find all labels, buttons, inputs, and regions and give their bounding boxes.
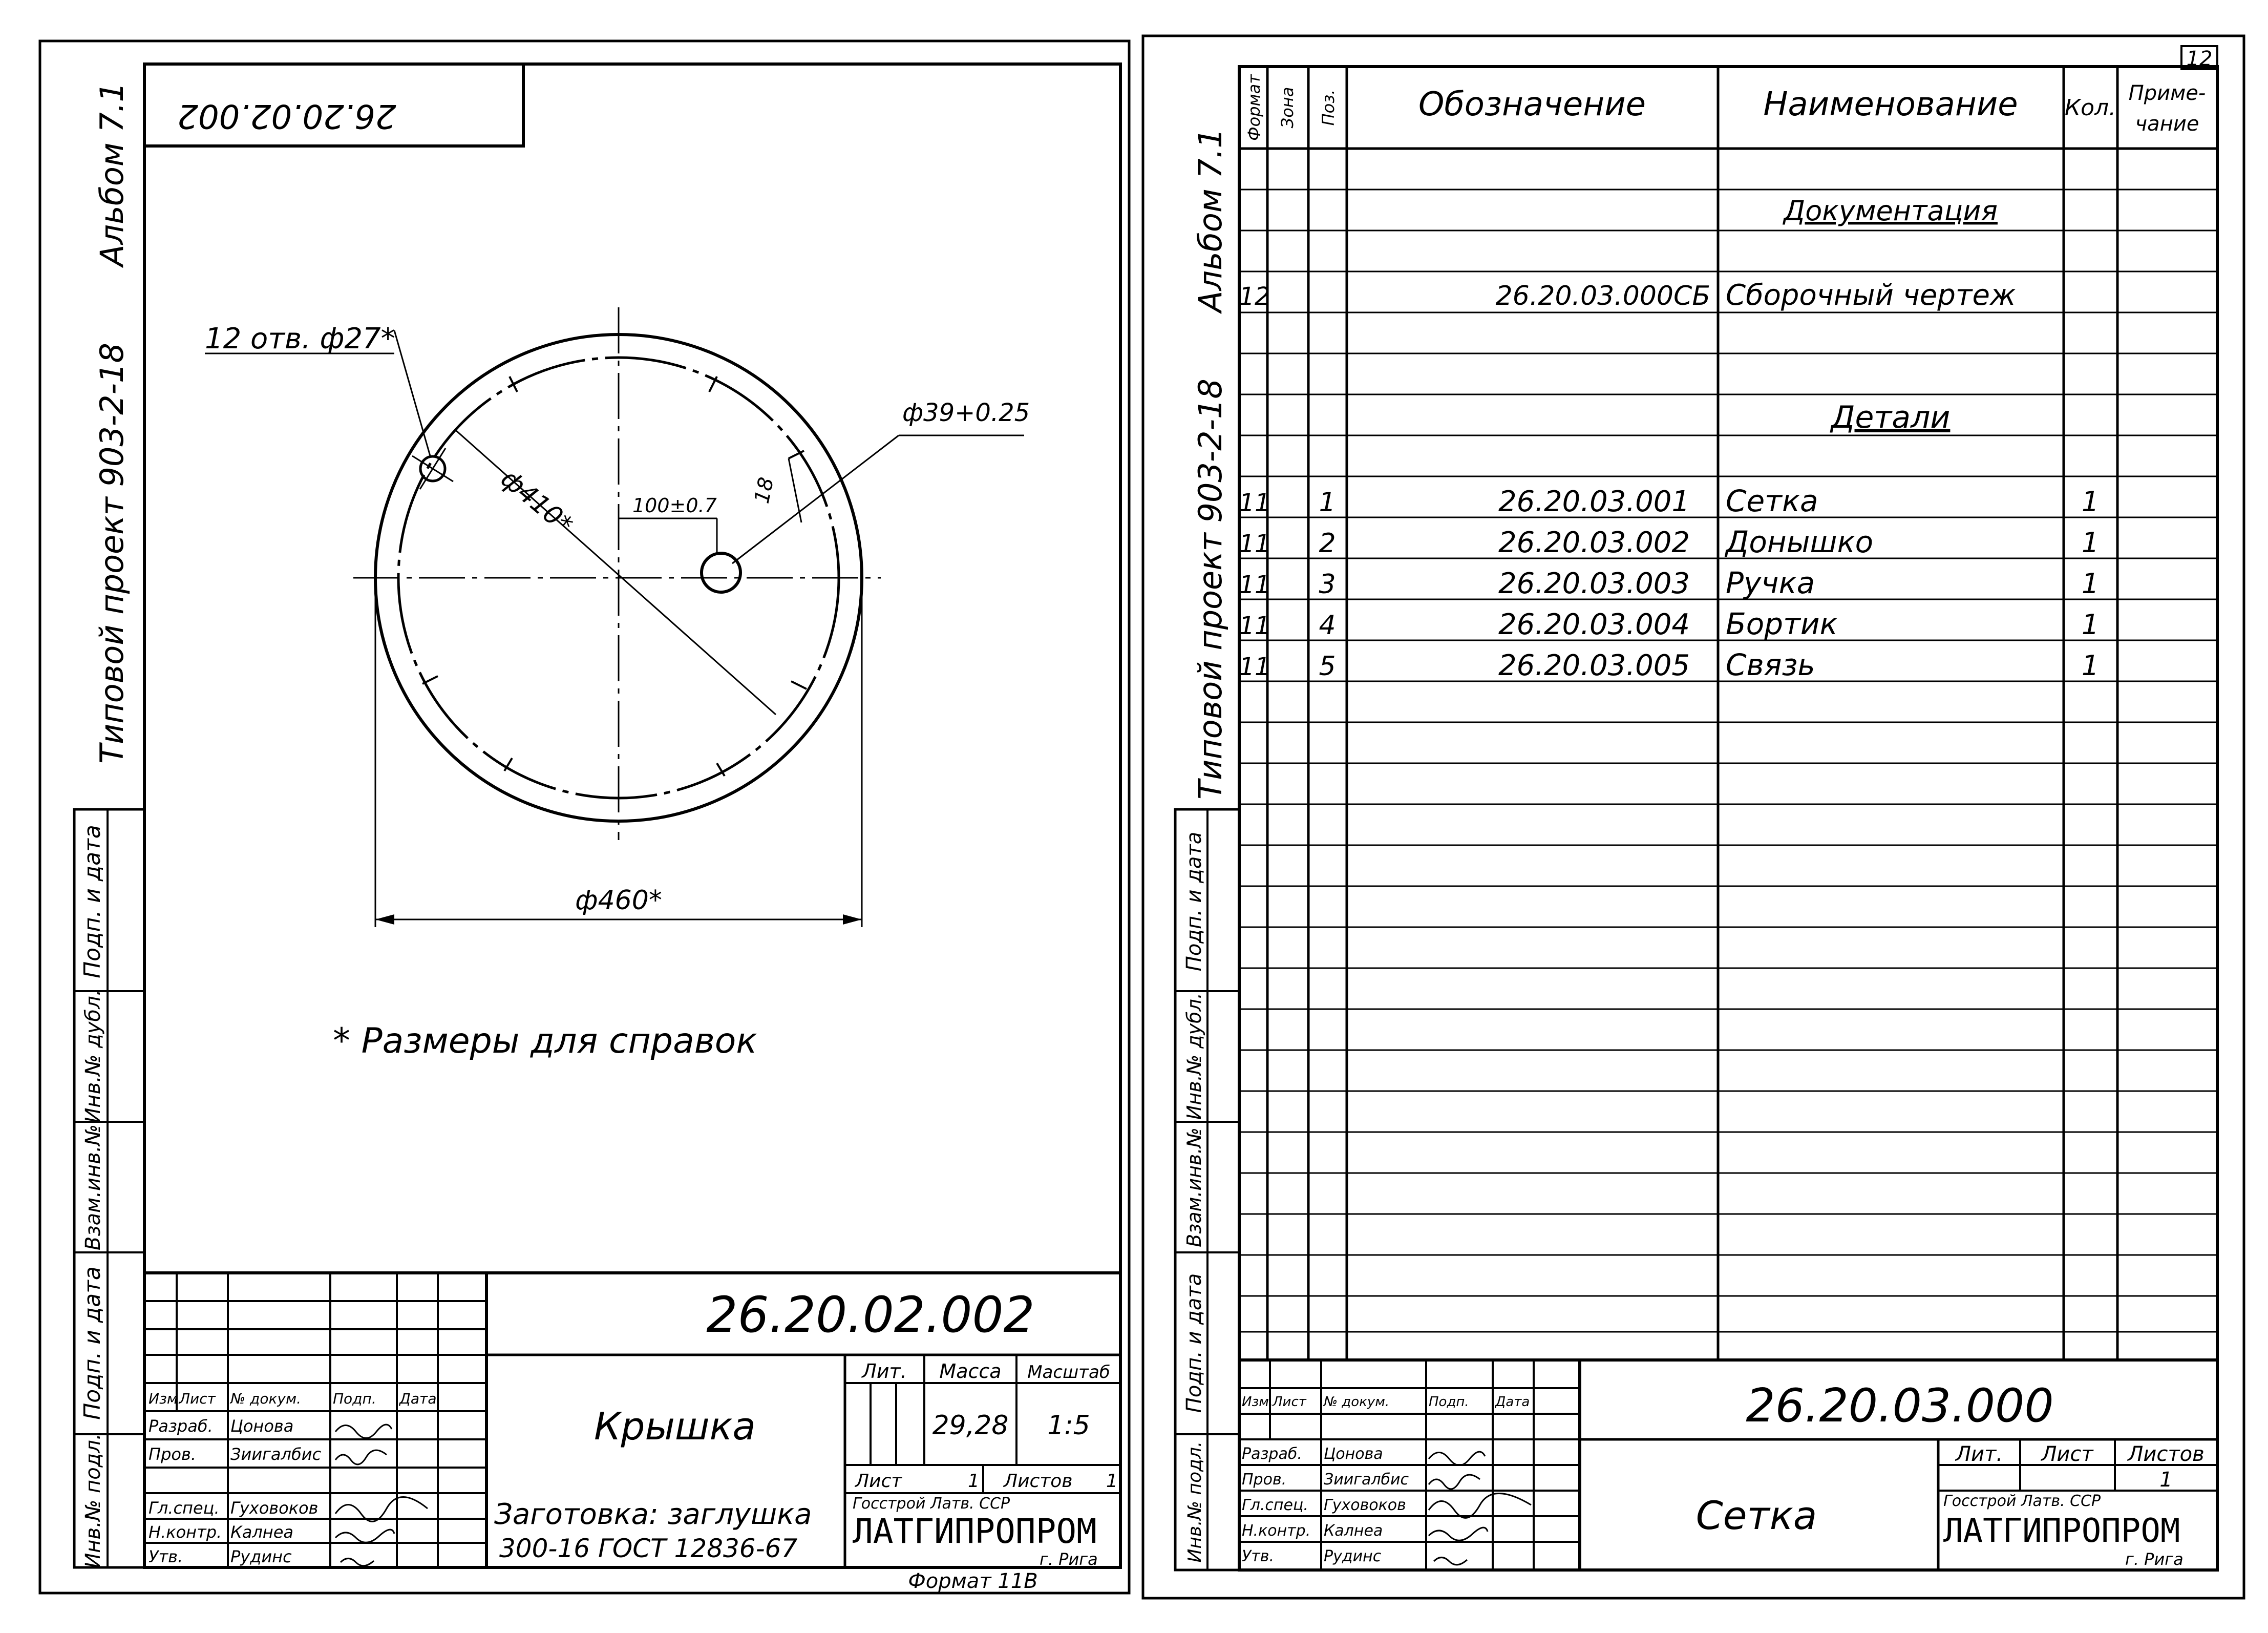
col-header: Лист xyxy=(2041,1442,2093,1466)
role-label: Гл.спец. xyxy=(149,1498,220,1518)
org-city: г. Рига xyxy=(1040,1550,1098,1569)
dimension-line-d410 xyxy=(456,430,776,715)
side-stamp-cell: Подп. и дата xyxy=(1182,1273,1206,1413)
section-parts: Детали xyxy=(1831,400,1951,435)
org-city: г. Рига xyxy=(2125,1550,2184,1569)
project-label-right: Типовой проект 903-2-18 xyxy=(1192,379,1229,800)
dim-d410: ф410* xyxy=(495,463,579,540)
blank-line-2: 300-16 ГОСТ 12836-67 xyxy=(499,1534,798,1563)
right-part-name: Сетка xyxy=(1695,1493,1817,1538)
col-header: Листов xyxy=(2128,1442,2205,1466)
person-name: Цонова xyxy=(1324,1445,1383,1463)
sheet-label: Лист xyxy=(855,1471,902,1492)
signatures-right xyxy=(1429,1452,1531,1565)
spec-cell-name: Сетка xyxy=(1726,484,1818,518)
change-header: Подп. xyxy=(1429,1394,1469,1410)
person-name: Рудинс xyxy=(230,1547,292,1566)
side-stamp-cell: Инв.№ подл. xyxy=(1184,1441,1205,1563)
header-note-2: чание xyxy=(2135,112,2199,136)
spec-cell-designation: 26.20.03.003 xyxy=(1498,567,1690,600)
org-line-1: Госстрой Латв. ССР xyxy=(1943,1492,2101,1510)
spec-row-lines xyxy=(1239,190,2217,1332)
org-name: ЛАТГИПРОПРОМ xyxy=(1943,1512,2180,1550)
col-header: Масса xyxy=(939,1360,1002,1383)
spec-cell-qty: 1 xyxy=(2081,486,2100,518)
person-name: Зиигалбис xyxy=(1324,1471,1409,1489)
header-designation: Обозначение xyxy=(1418,86,1646,123)
spec-cell-designation: 26.20.03.004 xyxy=(1498,608,1690,641)
header-note-1: Приме- xyxy=(2128,81,2206,105)
role-label: Разраб. xyxy=(1242,1445,1302,1463)
role-label: Н.контр. xyxy=(1242,1522,1311,1540)
role-label: Разраб. xyxy=(149,1416,213,1436)
spec-cell-name: Ручка xyxy=(1726,566,1815,600)
change-header: Подп. xyxy=(333,1390,376,1407)
sheets-number: 1 xyxy=(2159,1468,2173,1492)
album-label-right: Альбом 7.1 xyxy=(1192,128,1229,312)
spec-cell-designation: 26.20.03.001 xyxy=(1498,485,1690,518)
scale-value: 1:5 xyxy=(1047,1410,1090,1441)
org-name: ЛАТГИПРОПРОМ xyxy=(853,1512,1097,1551)
role-label: Утв. xyxy=(149,1547,183,1566)
side-stamp-cell: Инв.№ дубл. xyxy=(81,989,105,1123)
side-stamp-cell: Подп. и дата xyxy=(79,1266,105,1420)
change-header: Лист xyxy=(1273,1394,1306,1410)
spec-cell-designation: 26.20.03.002 xyxy=(1498,526,1690,559)
spec-cell-pos: 5 xyxy=(1319,651,1336,682)
spec-cell-pos: 1 xyxy=(1319,487,1336,518)
change-header: Изм. xyxy=(1242,1394,1274,1410)
spec-cell-pos: 2 xyxy=(1319,528,1336,559)
spec-cell-qty: 1 xyxy=(2081,650,2100,682)
doc-row-name: Сборочный чертеж xyxy=(1726,279,2016,312)
left-drawing-code: 26.20.02.002 xyxy=(706,1286,1035,1344)
dim-small: 18 xyxy=(750,475,779,506)
header-pos: Поз. xyxy=(1319,89,1338,126)
dim-d39: ф39+0.25 xyxy=(902,399,1030,427)
dim-holes: 12 отв. ф27* xyxy=(205,322,395,355)
header-format: Формат xyxy=(1244,74,1264,141)
right-sheet xyxy=(1143,36,2244,1598)
mass-value: 29,28 xyxy=(932,1410,1009,1441)
project-label-left: Типовой проект 903-2-18 xyxy=(93,343,131,764)
col-header: Масштаб xyxy=(1027,1362,1110,1383)
dim-offset: 100±0.7 xyxy=(632,494,717,517)
side-stamp-cell: Подп. и дата xyxy=(1182,831,1206,972)
spec-rows xyxy=(1239,484,2099,682)
leader-holes xyxy=(394,330,430,456)
doc-row-designation: 26.20.03.000СБ xyxy=(1495,281,1710,311)
right-drawing-code: 26.20.03.000 xyxy=(1746,1379,2054,1433)
person-name: Гуховоков xyxy=(230,1498,319,1518)
hole-d39 xyxy=(702,553,740,592)
spec-cell-format: 11 xyxy=(1239,571,1270,599)
change-header: Дата xyxy=(1495,1394,1530,1410)
side-stamp-cell: Взам.инв.№ xyxy=(1183,1127,1205,1247)
spec-cell-pos: 3 xyxy=(1319,569,1336,600)
person-name: Калнеа xyxy=(1324,1522,1383,1540)
spec-cell-format: 11 xyxy=(1239,489,1270,517)
side-stamp-cell: Инв.№ дубл. xyxy=(1183,993,1205,1120)
person-name: Гуховоков xyxy=(1324,1496,1406,1514)
change-header: Изм. xyxy=(149,1390,182,1407)
cover-drawing xyxy=(205,307,1024,927)
spec-cell-pos: 4 xyxy=(1319,610,1336,641)
person-name: Калнеа xyxy=(230,1522,293,1542)
side-stamp-cell: Подп. и дата xyxy=(79,825,105,978)
spec-cell-qty: 1 xyxy=(2081,527,2100,559)
rotated-drawing-code: 26.20.02.002 xyxy=(177,97,396,135)
sheet-number: 1 xyxy=(968,1471,980,1492)
spec-cell-qty: 1 xyxy=(2081,568,2100,600)
spec-cell-format: 11 xyxy=(1239,530,1270,558)
col-header: Лит. xyxy=(1955,1442,2003,1466)
role-label: Пров. xyxy=(149,1444,196,1464)
spec-cell-name: Бортик xyxy=(1726,606,1838,641)
person-name: Рудинс xyxy=(1324,1547,1382,1565)
change-header: Дата xyxy=(399,1390,437,1407)
note-reference-dims: * Размеры для справок xyxy=(333,1021,757,1061)
spec-cell-format: 11 xyxy=(1239,612,1270,640)
sheets-label: Листов xyxy=(1004,1471,1073,1492)
change-header: № докум. xyxy=(1324,1394,1390,1410)
col-header: Лит. xyxy=(862,1360,907,1383)
doc-row-format: 12 xyxy=(1239,282,1270,311)
role-label: Гл.спец. xyxy=(1242,1496,1308,1514)
side-stamp-cell: Взам.инв.№ xyxy=(81,1124,105,1251)
header-qty: Кол. xyxy=(2064,95,2116,121)
header-zone: Зона xyxy=(1278,87,1297,129)
album-label-left: Альбом 7.1 xyxy=(93,82,131,266)
spec-cell-format: 11 xyxy=(1239,653,1270,681)
org-line-1: Госстрой Латв. ССР xyxy=(853,1495,1010,1513)
left-part-name: Крышка xyxy=(594,1405,756,1449)
dim-d460: ф460* xyxy=(575,885,662,916)
format-label: Формат 11В xyxy=(908,1569,1038,1593)
page-number: 12 xyxy=(2186,47,2213,71)
sheets-number: 1 xyxy=(1106,1471,1118,1492)
spec-cell-qty: 1 xyxy=(2081,609,2100,641)
signatures-left xyxy=(335,1425,428,1566)
spec-cell-designation: 26.20.03.005 xyxy=(1498,649,1690,682)
header-name: Наименование xyxy=(1763,86,2018,123)
person-name: Зиигалбис xyxy=(230,1444,322,1464)
spec-cell-name: Связь xyxy=(1726,647,1815,682)
role-label: Н.контр. xyxy=(149,1522,222,1542)
section-documentation: Документация xyxy=(1784,195,1998,227)
role-label: Пров. xyxy=(1242,1471,1287,1489)
change-header: № докум. xyxy=(230,1390,302,1407)
person-name: Цонова xyxy=(230,1416,294,1436)
side-stamp-cell: Инв.№ подл. xyxy=(81,1433,105,1568)
blank-line-1: Заготовка: заглушка xyxy=(494,1498,812,1531)
change-header: Лист xyxy=(179,1390,216,1407)
spec-cell-name: Донышко xyxy=(1726,525,1874,559)
role-label: Утв. xyxy=(1242,1547,1274,1565)
